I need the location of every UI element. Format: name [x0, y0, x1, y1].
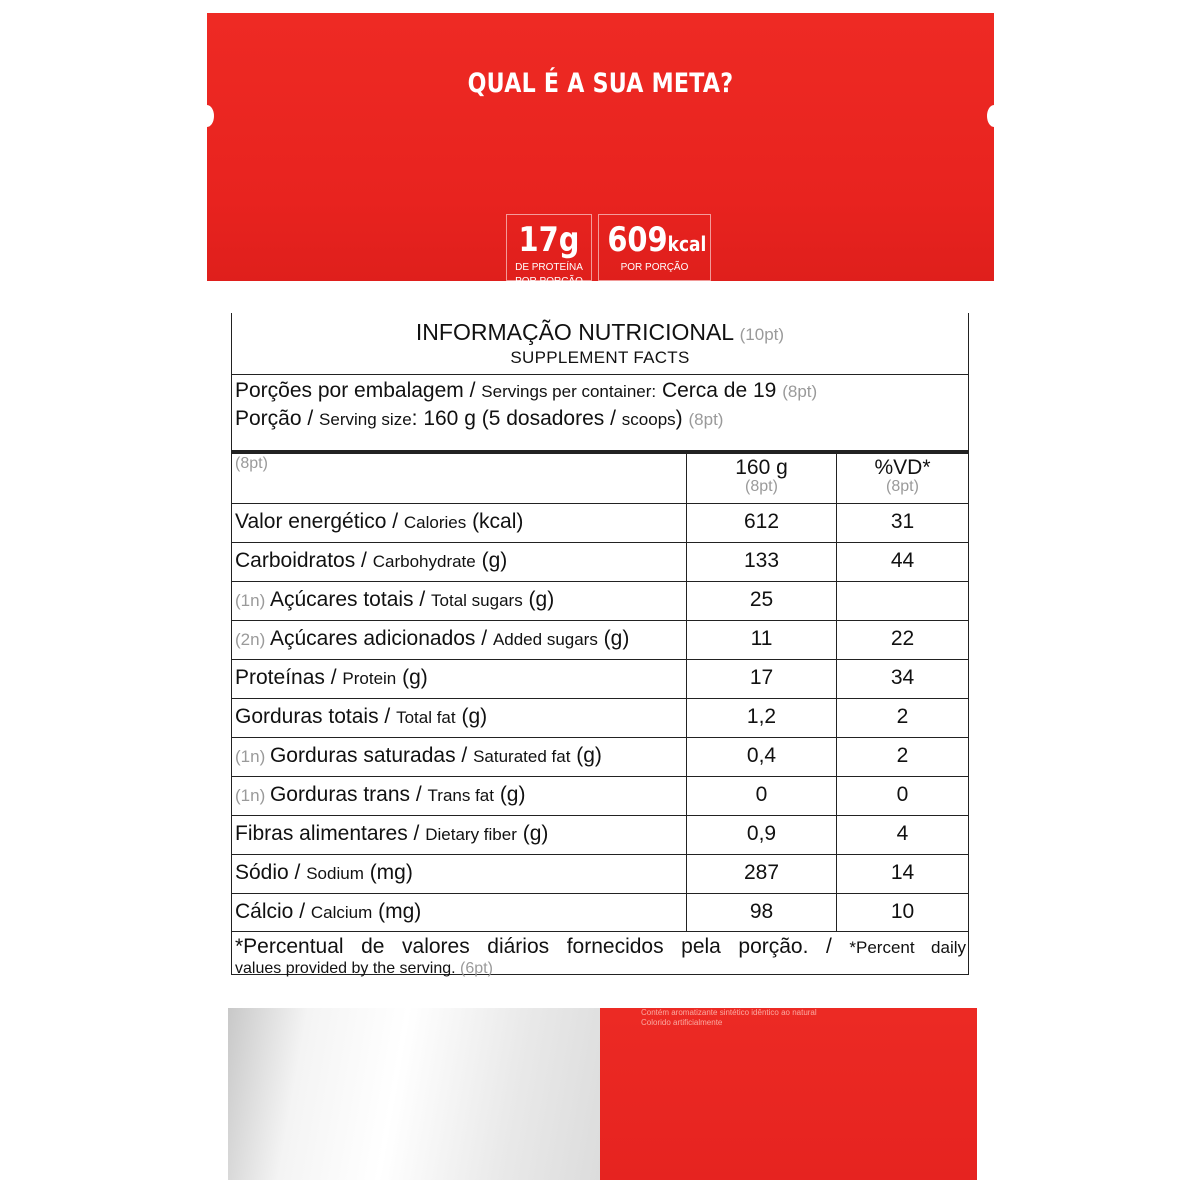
table-row — [232, 621, 968, 660]
protein-badge-caption: DE PROTEÍNA — [515, 262, 583, 273]
nutrient-name-pt: Açúcares adicionados / — [269, 627, 493, 650]
nutrition-header — [232, 319, 968, 375]
nutrient-dv-cell: 4 — [896, 822, 909, 845]
nutrient-amount-cell: 17 — [687, 660, 837, 698]
nutrient-amount-cell: 0,9 — [687, 816, 837, 854]
calories-badge — [598, 214, 711, 281]
nutrient-name-en: Carbohydrate — [372, 552, 476, 571]
nutrition-facts-table — [231, 313, 969, 975]
nutrient-dv-cell: 2 — [896, 744, 909, 767]
nutrient-name-cell — [232, 855, 687, 893]
table-row — [232, 699, 968, 738]
nutrient-name-en: Saturated fat — [473, 747, 571, 766]
nutrient-name-cell — [232, 504, 687, 542]
nutrient-unit: (g) — [522, 588, 555, 611]
header-dv-cell: %VD* (8pt) — [874, 456, 931, 495]
nutrient-unit: (g) — [516, 822, 549, 845]
table-row — [232, 543, 968, 582]
protein-badge — [506, 214, 592, 287]
footnote-line-1: *Percentual de valores diários fornecidos pela porção. / *Percent daily — [235, 935, 966, 958]
package-notch-left — [200, 105, 214, 127]
nutrient-amount-cell: 98 — [687, 894, 837, 931]
header-amount-cell: 160 g (8pt) — [687, 454, 837, 503]
nutrient-name-en: Added sugars — [492, 630, 598, 649]
footnote-line-2: values provided by the serving. (6pt) — [235, 960, 493, 977]
package-top — [207, 13, 994, 287]
nutrient-name-pt: Açúcares totais / — [269, 588, 432, 611]
package-headline: QUAL É A SUA META? — [467, 68, 734, 99]
nutrient-dv-cell: 0 — [896, 783, 909, 806]
nutrition-subtitle: SUPPLEMENT FACTS — [510, 348, 690, 367]
nutrient-name-cell — [232, 777, 687, 815]
nutrient-dv-cell: 22 — [890, 627, 915, 650]
nutrient-name-pt: Gorduras saturadas / — [269, 744, 474, 767]
nutrient-name-cell — [232, 621, 687, 659]
table-row — [232, 816, 968, 855]
nutrient-amount-cell: 25 — [687, 582, 837, 620]
nutrient-note: (1n) — [235, 747, 270, 766]
nutrient-name-pt: Gorduras trans / — [269, 783, 428, 806]
nutrient-unit: (g) — [570, 744, 602, 767]
header-label-cell: (8pt) — [232, 454, 687, 503]
nutrient-dv-cell — [837, 582, 968, 620]
protein-badge-value: 17g — [518, 220, 580, 260]
nutrient-dv-cell: 34 — [890, 666, 915, 689]
nutrient-name-cell — [232, 660, 687, 698]
protein-badge-caption2: POR PORÇÃO — [515, 276, 583, 287]
serving-size: Porção / Serving size: 160 g (5 dosadores / scoops) (8pt) — [235, 407, 724, 430]
nutrient-name-en: Trans fat — [427, 786, 494, 805]
nutrient-name-en: Protein — [342, 669, 397, 688]
nutrient-name-en: Total sugars — [431, 591, 523, 610]
table-row — [232, 855, 968, 894]
nutrient-unit: (g) — [597, 627, 630, 650]
nutrient-name-cell — [232, 543, 687, 581]
table-row — [232, 582, 968, 621]
nutrient-name-pt: Fibras alimentares / — [235, 822, 426, 845]
table-header-row — [232, 454, 968, 504]
nutrition-title: INFORMAÇÃO NUTRICIONAL (10pt) — [415, 319, 785, 345]
nutrient-dv-cell: 44 — [890, 549, 915, 572]
calories-badge-caption: POR PORÇÃO — [620, 262, 689, 273]
nutrient-note: (2n) — [235, 630, 270, 649]
table-row — [232, 504, 968, 543]
nutrient-amount-cell: 612 — [687, 504, 837, 542]
nutrient-name-pt: Carboidratos / — [235, 549, 373, 572]
nutrient-amount-cell: 287 — [687, 855, 837, 893]
nutrient-amount-cell: 0 — [687, 777, 837, 815]
nutrient-amount-cell: 133 — [687, 543, 837, 581]
nutrient-unit: (g) — [475, 549, 508, 572]
nutrient-note: (1n) — [235, 591, 270, 610]
nutrient-name-en: Total fat — [396, 708, 456, 727]
nutrient-unit: (mg) — [363, 861, 413, 884]
table-row — [232, 738, 968, 777]
package-bottom — [228, 1008, 977, 1180]
nutrient-unit: (g) — [455, 705, 488, 728]
package-small-print: Contém aromatizante sintético idêntico ao natural Colorido artificialmente — [641, 1008, 817, 1027]
nutrient-unit: (mg) — [372, 900, 422, 923]
package-bottom-white-panel — [228, 1008, 600, 1180]
table-row — [232, 777, 968, 816]
nutrient-name-en: Calcium — [310, 903, 373, 922]
footnote — [232, 932, 968, 979]
nutrient-amount-cell: 0,4 — [687, 738, 837, 776]
nutrient-unit: (kcal) — [466, 510, 524, 533]
nutrient-name-cell — [232, 738, 687, 776]
nutrient-name-cell — [232, 699, 687, 737]
nutrient-name-pt: Gorduras totais / — [235, 705, 397, 728]
nutrient-unit: (g) — [493, 783, 526, 806]
nutrient-name-cell — [232, 582, 687, 620]
nutrient-dv-cell: 2 — [896, 705, 909, 728]
nutrient-name-cell — [232, 894, 687, 931]
nutrient-unit: (g) — [396, 666, 428, 689]
nutrient-grid — [232, 454, 968, 932]
servings-per-container: Porções por embalagem / Servings per container: Cerca de 19 (8pt) — [235, 379, 818, 402]
nutrient-amount-cell: 11 — [687, 621, 837, 659]
calories-badge-unit: kcal — [667, 232, 707, 256]
serving-info — [232, 377, 968, 454]
calories-badge-value: 609kcal — [607, 220, 707, 260]
nutrient-name-cell — [232, 816, 687, 854]
nutrient-note: (1n) — [235, 786, 270, 805]
nutrient-dv-cell: 14 — [890, 861, 915, 884]
nutrient-dv-cell: 31 — [890, 510, 915, 533]
nutrient-name-pt: Sódio / — [235, 861, 307, 884]
nutrient-dv-cell: 10 — [890, 900, 915, 923]
title-pt-size: (10pt) — [739, 325, 785, 344]
nutrient-name-en: Calories — [403, 513, 467, 532]
package-bottom-red-panel — [600, 1008, 977, 1180]
table-row — [232, 660, 968, 699]
nutrient-name-en: Dietary fiber — [425, 825, 517, 844]
table-row — [232, 894, 968, 932]
nutrient-amount-cell: 1,2 — [687, 699, 837, 737]
nutrient-name-en: Sodium — [306, 864, 364, 883]
nutrient-name-pt: Cálcio / — [235, 900, 311, 923]
nutrient-name-pt: Valor energético / — [235, 510, 404, 533]
nutrient-name-pt: Proteínas / — [235, 666, 343, 689]
package-notch-right — [987, 105, 1001, 127]
